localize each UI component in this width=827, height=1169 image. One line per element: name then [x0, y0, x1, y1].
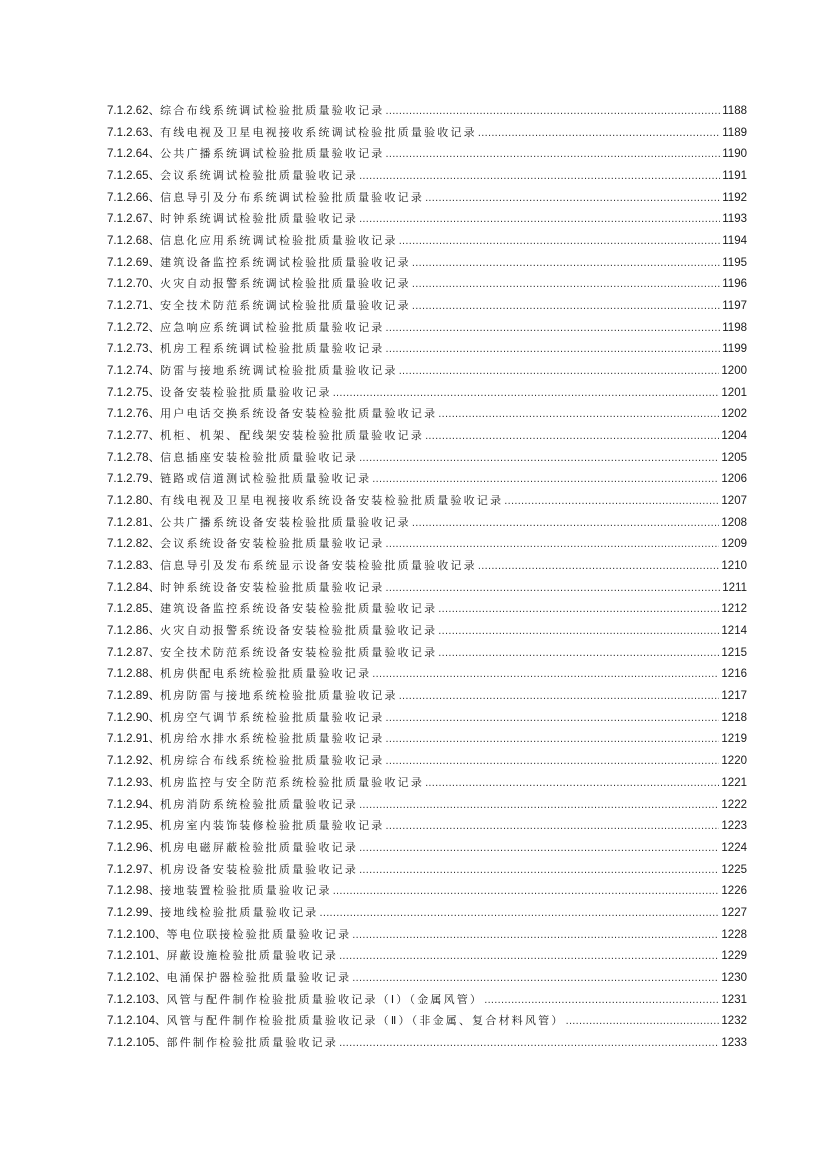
toc-dot-leader [438, 621, 719, 643]
toc-page-number: 1197 [722, 300, 747, 313]
toc-entry-title: 风管与配件制作检验批质量验收记录（Ⅰ）（金属风管） [166, 992, 484, 1006]
toc-entry-number: 7.1.2.101、 [107, 950, 167, 963]
toc-entry[interactable] [107, 707, 747, 729]
toc-dot-leader [385, 144, 720, 166]
toc-entry-title: 机房防雷与接地系统检验批质量验收记录 [160, 689, 398, 703]
toc-page-number: 1227 [721, 906, 747, 919]
toc-entry-number: 7.1.2.93、 [107, 776, 161, 789]
toc-entry[interactable] [107, 728, 747, 750]
toc-entry-number: 7.1.2.87、 [107, 646, 161, 659]
toc-entry-number: 7.1.2.80、 [107, 495, 161, 508]
toc-entry-title: 建筑设备监控系统设备安装检验批质量验收记录 [160, 602, 438, 616]
toc-entry-number: 7.1.2.96、 [107, 841, 161, 854]
toc-dot-leader [359, 838, 719, 860]
toc-dot-leader [438, 404, 719, 426]
toc-entry-title: 电涌保护器检验批质量验收记录 [166, 970, 352, 984]
toc-entry-title: 风管与配件制作检验批质量验收记录（Ⅱ）（非金属、复合材料风管） [166, 1014, 565, 1028]
toc-page-number: 1189 [722, 126, 747, 139]
toc-dot-leader [385, 751, 719, 773]
toc-dot-leader [372, 664, 719, 686]
toc-page-number: 1200 [721, 365, 747, 378]
toc-entry-number: 7.1.2.99、 [107, 906, 161, 919]
toc-entry[interactable] [107, 902, 747, 924]
toc-entry-title: 应急响应系统调试检验批质量验收记录 [160, 320, 385, 334]
toc-entry[interactable] [107, 620, 747, 642]
toc-entry[interactable] [107, 663, 747, 685]
toc-entry-number: 7.1.2.78、 [107, 451, 161, 464]
toc-entry-number: 7.1.2.64、 [107, 148, 161, 161]
toc-entry-title: 设备安装检验批质量验收记录 [160, 385, 332, 399]
toc-dot-leader [504, 491, 719, 513]
toc-entry-title: 公共广播系统设备安装检验批质量验收记录 [160, 515, 411, 529]
toc-entry-title: 安全技术防范系统设备安装检验批质量验收记录 [160, 645, 438, 659]
toc-entry-title: 会议系统设备安装检验批质量验收记录 [160, 537, 385, 551]
toc-entry-title: 火灾自动报警系统调试检验批质量验收记录 [160, 277, 411, 291]
toc-entry-number: 7.1.2.63、 [107, 126, 161, 139]
toc-dot-leader [412, 253, 720, 275]
toc-dot-leader [425, 773, 719, 795]
toc-page-number: 1224 [721, 841, 747, 854]
toc-entry[interactable] [107, 945, 747, 967]
toc-entry-title: 综合布线系统调试检验批质量验收记录 [160, 104, 385, 117]
toc-entry-number: 7.1.2.103、 [107, 993, 167, 1006]
toc-entry[interactable] [107, 924, 747, 946]
toc-entry-number: 7.1.2.104、 [107, 1015, 167, 1028]
toc-page-number: 1206 [721, 473, 747, 486]
toc-entry-number: 7.1.2.71、 [107, 300, 161, 313]
toc-entry[interactable] [107, 338, 747, 360]
toc-entry[interactable] [107, 295, 747, 317]
toc-entry-number: 7.1.2.91、 [107, 733, 161, 746]
toc-entry-title: 机柜、机架、配线架安装检验批质量验收记录 [160, 429, 425, 443]
toc-page-number: 1214 [721, 625, 747, 638]
toc-entry[interactable] [107, 642, 747, 664]
toc-entry-title: 机房室内装饰装修检验批质量验收记录 [160, 819, 385, 833]
toc-page-number: 1198 [722, 321, 747, 334]
toc-entry-title: 接地线检验批质量验收记录 [160, 905, 319, 919]
toc-entry[interactable] [107, 230, 747, 252]
toc-entry-number: 7.1.2.75、 [107, 386, 161, 399]
toc-entry[interactable] [107, 468, 747, 490]
toc-page-number: 1223 [721, 820, 747, 833]
toc-entry[interactable] [107, 967, 747, 989]
toc-page-number: 1190 [722, 148, 747, 161]
toc-dot-leader [412, 513, 720, 535]
toc-page-number: 1194 [722, 235, 747, 248]
toc-entry-title: 机房电磁屏蔽检验批质量验收记录 [160, 840, 359, 854]
toc-entry[interactable] [107, 122, 747, 144]
toc-entry[interactable] [107, 425, 747, 447]
toc-entry-title: 机房设备安装检验批质量验收记录 [160, 862, 359, 876]
toc-page-number: 1226 [721, 885, 747, 898]
toc-entry-title: 火灾自动报警系统设备安装检验批质量验收记录 [160, 624, 438, 638]
toc-page-number: 1193 [722, 213, 747, 226]
toc-dot-leader [412, 296, 720, 318]
toc-entry[interactable] [107, 143, 747, 165]
toc-dot-leader [359, 448, 719, 470]
toc-entry[interactable] [107, 447, 747, 469]
toc-dot-leader [319, 903, 719, 925]
toc-entry-title: 时钟系统设备安装检验批质量验收记录 [160, 580, 385, 594]
toc-page-number: 1216 [721, 668, 747, 681]
toc-page-number: 1209 [721, 538, 747, 551]
toc-entry-number: 7.1.2.88、 [107, 668, 161, 681]
toc-dot-leader [333, 383, 720, 405]
toc-entry[interactable] [107, 187, 747, 209]
toc-page-number: 1211 [722, 581, 747, 594]
toc-dot-leader [478, 123, 720, 145]
toc-entry-number: 7.1.2.98、 [107, 885, 161, 898]
toc-entry-number: 7.1.2.89、 [107, 690, 161, 703]
toc-dot-leader [425, 426, 719, 448]
toc-entry[interactable] [107, 989, 747, 1011]
toc-dot-leader [359, 209, 720, 231]
toc-entry[interactable] [107, 750, 747, 772]
toc-entry[interactable] [107, 577, 747, 599]
toc-entry[interactable] [107, 533, 747, 555]
toc-entry-title: 信息插座安装检验批质量验收记录 [160, 450, 359, 464]
toc-entry-title: 防雷与接地系统调试检验批质量验收记录 [160, 364, 398, 378]
toc-entry-number: 7.1.2.79、 [107, 473, 161, 486]
toc-dot-leader [385, 708, 719, 730]
toc-entry[interactable] [107, 165, 747, 187]
toc-entry-title: 建筑设备监控系统调试检验批质量验收记录 [160, 255, 411, 269]
toc-entry-number: 7.1.2.68、 [107, 235, 161, 248]
toc-entry-title: 会议系统调试检验批质量验收记录 [160, 169, 359, 183]
toc-entry-title: 机房工程系统调试检验批质量验收记录 [160, 342, 385, 356]
toc-entry[interactable] [107, 837, 747, 859]
toc-page-number: 1219 [721, 733, 747, 746]
toc-dot-leader [399, 231, 721, 253]
toc-entry-title: 有线电视及卫星电视接收系统设备安装检验批质量验收记录 [160, 494, 504, 508]
toc-page-number: 1191 [722, 170, 747, 183]
table-of-contents [107, 100, 747, 1054]
toc-page-number: 1195 [722, 256, 747, 269]
toc-entry-title: 屏蔽设施检验批质量验收记录 [166, 949, 339, 963]
toc-entry-number: 7.1.2.83、 [107, 560, 161, 573]
toc-entry-number: 7.1.2.86、 [107, 625, 161, 638]
toc-entry-title: 机房空气调节系统检验批质量验收记录 [160, 710, 385, 724]
toc-entry[interactable] [107, 1010, 747, 1032]
toc-page-number: 1228 [721, 928, 747, 941]
toc-entry-number: 7.1.2.105、 [107, 1036, 167, 1049]
toc-entry-title: 信息导引及发布系统显示设备安装检验批质量验收记录 [160, 559, 477, 573]
toc-entry[interactable] [107, 208, 747, 230]
toc-entry-number: 7.1.2.72、 [107, 321, 161, 334]
toc-entry-number: 7.1.2.67、 [107, 213, 161, 226]
toc-entry-title: 机房供配电系统检验批质量验收记录 [160, 667, 372, 681]
toc-entry-title: 机房消防系统检验批质量验收记录 [160, 797, 359, 811]
toc-dot-leader [399, 361, 720, 383]
toc-entry-number: 7.1.2.94、 [107, 798, 161, 811]
toc-entry-title: 时钟系统调试检验批质量验收记录 [160, 212, 359, 226]
toc-page-number: 1232 [721, 1015, 747, 1028]
toc-entry-number: 7.1.2.70、 [107, 278, 161, 291]
toc-dot-leader [385, 318, 720, 340]
toc-dot-leader [566, 1011, 720, 1033]
toc-entry[interactable] [107, 772, 747, 794]
toc-entry[interactable] [107, 794, 747, 816]
toc-dot-leader [359, 795, 719, 817]
toc-dot-leader [385, 101, 720, 123]
toc-entry-title: 用户电话交换系统设备安装检验批质量验收记录 [160, 407, 438, 421]
toc-entry[interactable] [107, 555, 747, 577]
toc-entry[interactable] [107, 252, 747, 274]
toc-dot-leader [339, 946, 719, 968]
toc-entry-title: 信息化应用系统调试检验批质量验收记录 [160, 234, 398, 248]
toc-entry[interactable] [107, 317, 747, 339]
toc-page-number: 1208 [721, 516, 747, 529]
toc-page-number: 1233 [721, 1036, 747, 1049]
toc-entry-number: 7.1.2.62、 [107, 105, 161, 117]
toc-entry[interactable] [107, 360, 747, 382]
toc-entry-title: 接地装置检验批质量验收记录 [160, 884, 332, 898]
toc-dot-leader [438, 643, 719, 665]
toc-entry[interactable] [107, 685, 747, 707]
toc-entry[interactable] [107, 403, 747, 425]
toc-dot-leader [352, 968, 719, 990]
toc-entry-title: 机房综合布线系统检验批质量验收记录 [160, 754, 385, 768]
toc-entry-title: 部件制作检验批质量验收记录 [166, 1035, 339, 1049]
toc-dot-leader [385, 534, 719, 556]
toc-entry-number: 7.1.2.85、 [107, 603, 161, 616]
toc-entry[interactable] [107, 598, 747, 620]
toc-entry[interactable] [107, 100, 747, 122]
toc-dot-leader [438, 599, 719, 621]
toc-dot-leader [385, 729, 719, 751]
toc-entry-number: 7.1.2.74、 [107, 365, 161, 378]
toc-entry[interactable] [107, 1032, 747, 1054]
toc-dot-leader [412, 274, 720, 296]
toc-dot-leader [339, 1033, 719, 1055]
toc-page-number: 1218 [721, 711, 747, 724]
toc-page-number: 1196 [722, 278, 747, 291]
toc-entry-number: 7.1.2.81、 [107, 516, 161, 529]
toc-dot-leader [352, 925, 719, 947]
toc-page-number: 1215 [721, 646, 747, 659]
toc-entry-number: 7.1.2.65、 [107, 170, 161, 183]
toc-entry-title: 链路或信道测试检验批质量验收记录 [160, 472, 372, 486]
toc-dot-leader [359, 166, 720, 188]
toc-entry-title: 信息导引及分布系统调试检验批质量验收记录 [160, 190, 425, 204]
toc-entry-number: 7.1.2.102、 [107, 971, 167, 984]
toc-page-number: 1217 [721, 690, 747, 703]
toc-entry-number: 7.1.2.84、 [107, 581, 161, 594]
toc-entry[interactable] [107, 859, 747, 881]
toc-dot-leader [425, 188, 720, 210]
toc-entry-number: 7.1.2.92、 [107, 755, 161, 768]
toc-page-number: 1210 [721, 560, 747, 573]
toc-entry-title: 有线电视及卫星电视接收系统调试检验批质量验收记录 [160, 125, 477, 139]
toc-entry[interactable] [107, 382, 747, 404]
toc-dot-leader [385, 578, 720, 600]
toc-dot-leader [484, 990, 719, 1012]
toc-entry-number: 7.1.2.100、 [107, 928, 167, 941]
toc-page-number: 1192 [722, 191, 747, 204]
toc-entry-number: 7.1.2.90、 [107, 711, 161, 724]
toc-dot-leader [478, 556, 720, 578]
toc-entry-title: 等电位联接检验批质量验收记录 [166, 927, 352, 941]
toc-page-number: 1225 [721, 863, 747, 876]
toc-dot-leader [333, 881, 720, 903]
toc-entry[interactable] [107, 512, 747, 534]
toc-entry-number: 7.1.2.73、 [107, 343, 161, 356]
toc-entry-title: 公共广播系统调试检验批质量验收记录 [160, 147, 385, 161]
toc-entry-number: 7.1.2.97、 [107, 863, 161, 876]
toc-dot-leader [359, 860, 719, 882]
toc-entry[interactable] [107, 490, 747, 512]
toc-page-number: 1202 [721, 408, 747, 421]
toc-page-number: 1230 [721, 971, 747, 984]
toc-entry-number: 7.1.2.82、 [107, 538, 161, 551]
toc-page-number: 1204 [721, 430, 747, 443]
toc-page-number: 1199 [722, 343, 747, 356]
toc-page-number: 1222 [721, 798, 747, 811]
toc-page-number: 1229 [721, 950, 747, 963]
toc-entry-number: 7.1.2.76、 [107, 408, 161, 421]
toc-dot-leader [372, 469, 719, 491]
toc-dot-leader [399, 686, 720, 708]
toc-entry[interactable] [107, 880, 747, 902]
toc-entry-number: 7.1.2.95、 [107, 820, 161, 833]
toc-entry[interactable] [107, 273, 747, 295]
toc-page-number: 1221 [721, 776, 747, 789]
toc-dot-leader [385, 339, 720, 361]
toc-page-number: 1231 [721, 993, 747, 1006]
toc-entry-title: 机房监控与安全防范系统检验批质量验收记录 [160, 775, 425, 789]
toc-page-number: 1212 [721, 603, 747, 616]
toc-page-number: 1205 [721, 451, 747, 464]
toc-entry-title: 机房给水排水系统检验批质量验收记录 [160, 732, 385, 746]
toc-entry-title: 安全技术防范系统调试检验批质量验收记录 [160, 299, 411, 313]
toc-entry-number: 7.1.2.69、 [107, 256, 161, 269]
toc-entry-number: 7.1.2.66、 [107, 191, 161, 204]
toc-page-number: 1220 [721, 755, 747, 768]
toc-entry-number: 7.1.2.77、 [107, 430, 161, 443]
toc-page-number: 1201 [721, 386, 747, 399]
toc-page-number: 1207 [721, 495, 747, 508]
toc-dot-leader [385, 816, 719, 838]
toc-page-number: 1188 [722, 105, 747, 117]
toc-entry[interactable] [107, 815, 747, 837]
